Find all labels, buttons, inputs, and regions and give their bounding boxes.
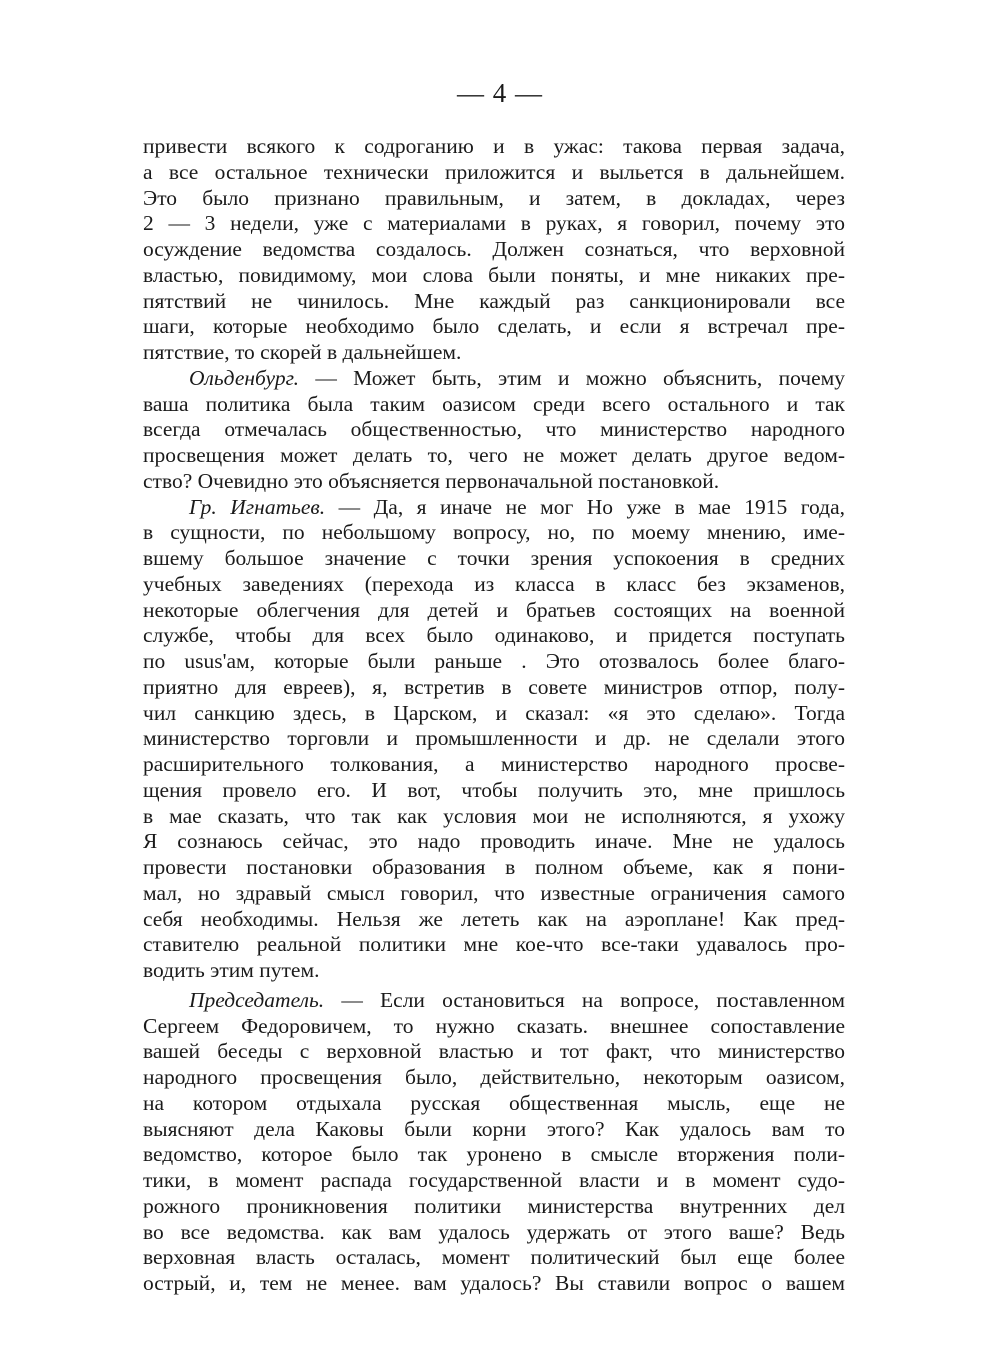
text-line: во все ведомства. как вам удалось удержать от этого ваше? Ведь (143, 1219, 845, 1244)
text-line: учебных заведениях (перехода из класса в класс без экзаменов, (143, 571, 845, 596)
text-line: властью, повидимому, мои слова были поняты, и мне никаких пре- (143, 262, 845, 287)
page-number: — 4 — (457, 78, 543, 108)
text-line: водить этим путем. (143, 958, 320, 982)
paragraph-oldenburg (143, 366, 845, 495)
text-line: Сергеем Федоровичем, то нужно сказать. внешнее сопоставление (143, 1013, 845, 1038)
body-text (143, 134, 845, 1297)
text-line: выясняют дела Каковы были корни этого? Как удалось вам то (143, 1116, 845, 1141)
text-line: чил санкцию здесь, в Царском, и сказал: «я это сделаю». Тогда (143, 700, 845, 725)
speech-start: — Может быть, этим и можно объяснить, почему (299, 365, 845, 390)
text-line: рожного проникновения политики министерства внутренних дел (143, 1193, 845, 1218)
text-line: вашей беседы с верховной властью и тот факт, что министерство (143, 1039, 845, 1064)
paragraph-chairman (143, 988, 845, 1297)
text-line: провести постановки образования в полном объеме, как я пони- (143, 855, 845, 879)
text-line: в сущности, по небольшому вопросу, но, по моему мнению, име- (143, 520, 845, 545)
text-line: по usus'ам, которые были раньше . Это отозвалось более благо- (143, 649, 845, 673)
text-line: в мае сказать, что так как условия мои не исполняются, я ухожу (143, 803, 845, 828)
text-line: щения провело его. И вот, чтобы получить это, мне пришлось (143, 777, 845, 802)
text-line: ство? Очевидно это объясняется первоначальной постановкой. (143, 468, 720, 493)
text-line: мал, но здравый смысл говорил, что известные ограничения самого (143, 880, 845, 905)
speaker-name: Председатель. (189, 987, 325, 1012)
text-line: приятно для евреев), я, встретив в совете министров отпор, полу- (143, 674, 845, 699)
text-line: острый, и, тем не менее. вам удалось? Вы ставили вопрос о вашем (143, 1271, 845, 1295)
text-line: расширительного толкования, а министерство народного просве- (143, 752, 845, 776)
text-line: всегда отмечалась общественностью, что министерство народного (143, 417, 845, 442)
text-line: ваша политика была таким оазисом среди всего остального и так (143, 391, 845, 416)
text-line: тики, в момент распада государственной власти и в момент судо- (143, 1168, 845, 1192)
text-line: народного просвещения было, действительно, некоторым оазисом, (143, 1065, 845, 1089)
speech-start: — Да, я иначе не мог Но уже в мае 1915 года, (325, 494, 845, 519)
text-line: себя необходимы. Нельзя же лететь как на аэроплане! Как пред- (143, 906, 845, 931)
text-line: на котором отдыхала русская общественная мысль, еще не (143, 1090, 845, 1115)
text-line: пятствий не чинилось. Мне каждый раз санкционировали все (143, 288, 845, 313)
text-line: пятствие, то скорей в дальнейшем. (143, 340, 462, 364)
text-line: а все остальное технически приложится и выльется в дальнейшем. (143, 159, 845, 184)
text-line: привести всякого к содроганию и в ужас: такова первая задача, (143, 134, 845, 158)
text-line: просвещения может делать то, чего не может делать другое ведом- (143, 443, 845, 467)
text-line: Это было признано правильным, и затем, в докладах, через (143, 185, 845, 210)
text-line: осуждение ведомства создалось. Должен сознаться, что верховной (143, 237, 845, 261)
text-line: службе, чтобы для всех было одинаково, и придется поступать (143, 623, 845, 648)
text-line: 2 — 3 недели, уже с материалами в руках, я говорил, почему это (143, 211, 845, 236)
text-line (143, 988, 845, 1014)
text-line: верховная власть осталась, момент политический был еще более (143, 1245, 845, 1270)
text-line (143, 366, 845, 392)
speaker-name: Ольденбург. (189, 365, 300, 390)
text-line (143, 495, 845, 521)
text-line: министерство торговли и промышленности и др. не сделали этого (143, 726, 845, 751)
speech-start: — Если остановиться на вопросе, поставленном (324, 987, 845, 1012)
text-line: Я сознаюсь сейчас, это надо проводить иначе. Мне не удалось (143, 829, 845, 854)
speaker-name: Гр. Игнатьев. (189, 494, 326, 519)
text-line: некоторые облегчения для детей и братьев состоящих на военной (143, 597, 845, 622)
text-line: ведомство, которое было так уронено в смысле вторжения поли- (143, 1142, 845, 1167)
paragraph-continuation (143, 134, 845, 366)
text-line: шаги, которые необходимо было сделать, и если я встречал пре- (143, 314, 845, 339)
text-line: вшему большое значение с точки зрения успокоения в средних (143, 546, 845, 570)
paragraph-ignatiev (143, 495, 845, 984)
text-line: ставителю реальной политики мне кое-что все-таки удавалось про- (143, 932, 845, 957)
